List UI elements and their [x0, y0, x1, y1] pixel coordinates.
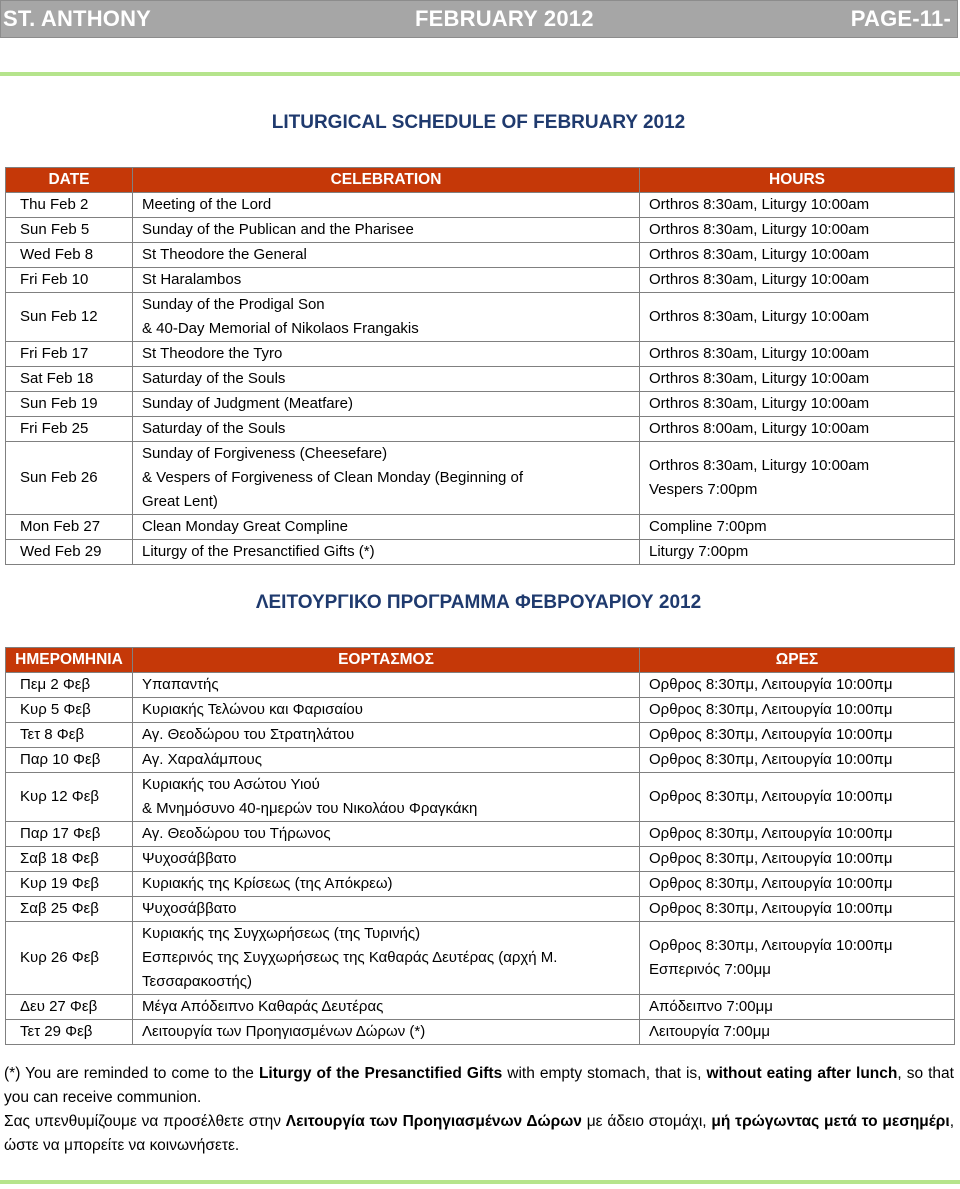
date-cell: Fri Feb 10 — [6, 268, 133, 293]
celebration-cell — [133, 922, 640, 995]
date-cell: Σαβ 25 Φεβ — [6, 897, 133, 922]
celebration-line: Sunday of the Prodigal Son — [142, 296, 325, 313]
celebration-line: Great Lent) — [142, 493, 218, 510]
table-row — [6, 748, 955, 773]
celebration-line: Saturday of the Souls — [142, 370, 286, 387]
table-row — [6, 243, 955, 268]
hours-line: Ορθρος 8:30πμ, Λειτουργία 10:00πμ — [649, 875, 893, 892]
celebration-line: Εσπερινός της Συγχωρήσεως της Καθαράς Δευτέρας (αρχή Μ. — [142, 949, 558, 966]
celebration-line: & 40-Day Memorial of Nikolaos Frangakis — [142, 320, 419, 337]
hours-line: Εσπερινός 7:00μμ — [649, 961, 771, 978]
table-row — [6, 293, 955, 342]
date-cell: Κυρ 5 Φεβ — [6, 698, 133, 723]
celebration-line: Ψυχοσάββατο — [142, 850, 237, 867]
celebration-cell — [133, 540, 640, 565]
hours-line: Orthros 8:30am, Liturgy 10:00am — [649, 345, 870, 362]
celebration-line: & Μνημόσυνο 40-ημερών του Νικολάου Φραγκάκη — [142, 800, 478, 817]
english-fasting-note — [4, 1062, 954, 1110]
hours-cell — [640, 773, 955, 822]
note-segment: with empty stomach, that is, — [502, 1065, 707, 1082]
table-row — [6, 698, 955, 723]
hours-line: Orthros 8:30am, Liturgy 10:00am — [649, 221, 870, 238]
note-segment: , ώστε να μπορείτε να κοινωνήσετε. — [4, 1113, 954, 1154]
table-header-row — [6, 168, 955, 193]
celebration-line: Τεσσαρακοστής) — [142, 973, 253, 990]
date-cell: Fri Feb 25 — [6, 417, 133, 442]
celebration-line: Αγ. Θεοδώρου του Τήρωνος — [142, 825, 331, 842]
celebration-cell — [133, 392, 640, 417]
hours-cell — [640, 897, 955, 922]
hours-line: Liturgy 7:00pm — [649, 543, 749, 560]
hours-line: Orthros 8:30am, Liturgy 10:00am — [649, 246, 870, 263]
celebration-cell — [133, 822, 640, 847]
date-cell: Sun Feb 26 — [6, 442, 133, 515]
date-cell: Παρ 10 Φεβ — [6, 748, 133, 773]
hours-line: Vespers 7:00pm — [649, 481, 758, 498]
table-row — [6, 540, 955, 565]
table-row — [6, 922, 955, 995]
date-cell: Σαβ 18 Φεβ — [6, 847, 133, 872]
date-cell: Τετ 29 Φεβ — [6, 1020, 133, 1045]
table-row — [6, 392, 955, 417]
date-cell: Sat Feb 18 — [6, 367, 133, 392]
table-row — [6, 872, 955, 897]
hours-cell — [640, 723, 955, 748]
celebration-line: Κυριακής Τελώνου και Φαρισαίου — [142, 701, 363, 718]
hours-cell — [640, 872, 955, 897]
table-row — [6, 417, 955, 442]
date-cell: Mon Feb 27 — [6, 515, 133, 540]
note-segment: Liturgy of the Presanctified Gifts — [258, 1065, 503, 1082]
hours-line: Orthros 8:30am, Liturgy 10:00am — [649, 196, 870, 213]
hours-cell — [640, 293, 955, 342]
header-page-number: PAGE-11- — [850, 6, 951, 31]
table-header-row — [6, 648, 955, 673]
celebration-cell — [133, 773, 640, 822]
hours-line: Orthros 8:30am, Liturgy 10:00am — [649, 395, 870, 412]
celebration-cell — [133, 442, 640, 515]
hours-cell — [640, 268, 955, 293]
celebration-cell — [133, 243, 640, 268]
hours-cell — [640, 342, 955, 367]
english-schedule-body — [6, 193, 955, 565]
table-row — [6, 515, 955, 540]
celebration-line: Κυριακής της Συγχωρήσεως (της Τυρινής) — [142, 925, 421, 942]
bottom-divider — [0, 1180, 960, 1184]
celebration-cell — [133, 897, 640, 922]
header-parish-name: ST. ANTHONY — [3, 6, 152, 31]
table-row — [6, 673, 955, 698]
table-row — [6, 773, 955, 822]
hours-line: Ορθρος 8:30πμ, Λειτουργία 10:00πμ — [649, 937, 893, 954]
hours-line: Compline 7:00pm — [649, 518, 767, 535]
celebration-cell — [133, 847, 640, 872]
column-header-date: DATE — [6, 168, 133, 193]
table-row — [6, 1020, 955, 1045]
hours-line: Ορθρος 8:30πμ, Λειτουργία 10:00πμ — [649, 788, 893, 805]
celebration-cell — [133, 193, 640, 218]
date-cell: Sun Feb 12 — [6, 293, 133, 342]
column-header-celebration: CELEBRATION — [133, 168, 640, 193]
celebration-cell — [133, 293, 640, 342]
hours-cell — [640, 673, 955, 698]
table-row — [6, 723, 955, 748]
celebration-line: Αγ. Χαραλάμπους — [142, 751, 262, 768]
column-header-celebration: ΕΟΡΤΑΣΜΟΣ — [133, 648, 640, 673]
table-row — [6, 442, 955, 515]
date-cell: Παρ 17 Φεβ — [6, 822, 133, 847]
celebration-line: Meeting of the Lord — [142, 196, 272, 213]
celebration-line: Κυριακής του Ασώτου Υιού — [142, 776, 320, 793]
table-row — [6, 218, 955, 243]
hours-cell — [640, 748, 955, 773]
celebration-cell — [133, 1020, 640, 1045]
table-row — [6, 847, 955, 872]
hours-cell — [640, 822, 955, 847]
celebration-line: Sunday of Forgiveness (Cheesefare) — [142, 445, 388, 462]
celebration-cell — [133, 218, 640, 243]
hours-cell — [640, 218, 955, 243]
hours-cell — [640, 540, 955, 565]
note-segment: Λειτουργία των Προηγιασμένων Δώρων — [285, 1113, 582, 1130]
date-cell: Δευ 27 Φεβ — [6, 995, 133, 1020]
hours-cell — [640, 995, 955, 1020]
date-cell: Fri Feb 17 — [6, 342, 133, 367]
column-header-date: ΗΜΕΡΟΜΗΝΙΑ — [6, 648, 133, 673]
celebration-cell — [133, 698, 640, 723]
celebration-cell — [133, 367, 640, 392]
celebration-line: Liturgy of the Presanctified Gifts (*) — [142, 543, 375, 560]
table-row — [6, 268, 955, 293]
hours-cell — [640, 193, 955, 218]
celebration-line: St Theodore the General — [142, 246, 307, 263]
table-row — [6, 822, 955, 847]
celebration-line: Saturday of the Souls — [142, 420, 286, 437]
date-cell: Κυρ 19 Φεβ — [6, 872, 133, 897]
greek-schedule-title: ΛΕΙΤΟΥΡΓΙΚΟ ΠΡΟΓΡΑΜΜΑ ΦΕΒΡΟΥΑΡΙΟΥ 2012 — [255, 592, 702, 613]
date-cell: Wed Feb 29 — [6, 540, 133, 565]
note-segment: (*) You are reminded to come to the — [4, 1065, 259, 1082]
hours-cell — [640, 367, 955, 392]
celebration-cell — [133, 748, 640, 773]
date-cell: Κυρ 26 Φεβ — [6, 922, 133, 995]
date-cell: Sun Feb 19 — [6, 392, 133, 417]
hours-line: Orthros 8:30am, Liturgy 10:00am — [649, 457, 870, 474]
table-row — [6, 995, 955, 1020]
header-month: FEBRUARY 2012 — [415, 6, 594, 31]
date-cell: Wed Feb 8 — [6, 243, 133, 268]
hours-line: Ορθρος 8:30πμ, Λειτουργία 10:00πμ — [649, 825, 893, 842]
date-cell: Thu Feb 2 — [6, 193, 133, 218]
celebration-cell — [133, 342, 640, 367]
note-segment: , so that you can receive communion. — [4, 1065, 954, 1106]
celebration-cell — [133, 723, 640, 748]
celebration-line: St Theodore the Tyro — [142, 345, 283, 362]
celebration-line: Clean Monday Great Compline — [142, 518, 348, 535]
hours-line: Ορθρος 8:30πμ, Λειτουργία 10:00πμ — [649, 751, 893, 768]
english-schedule-table — [5, 167, 955, 565]
top-divider — [0, 72, 960, 76]
hours-line: Λειτουργία 7:00μμ — [649, 1023, 770, 1040]
celebration-line: Sunday of the Publican and the Pharisee — [142, 221, 414, 238]
celebration-cell — [133, 417, 640, 442]
celebration-line: Sunday of Judgment (Meatfare) — [142, 395, 353, 412]
hours-line: Orthros 8:00am, Liturgy 10:00am — [649, 420, 870, 437]
hours-line: Ορθρος 8:30πμ, Λειτουργία 10:00πμ — [649, 701, 893, 718]
hours-line: Orthros 8:30am, Liturgy 10:00am — [649, 308, 870, 325]
date-cell: Τετ 8 Φεβ — [6, 723, 133, 748]
column-header-hours: HOURS — [640, 168, 955, 193]
celebration-cell — [133, 872, 640, 897]
hours-cell — [640, 515, 955, 540]
celebration-line: Ψυχοσάββατο — [142, 900, 237, 917]
greek-fasting-note — [4, 1110, 954, 1158]
column-header-hours: ΩΡΕΣ — [640, 648, 955, 673]
date-cell: Sun Feb 5 — [6, 218, 133, 243]
celebration-line: Κυριακής της Κρίσεως (της Απόκρεω) — [142, 875, 393, 892]
hours-cell — [640, 243, 955, 268]
note-segment: without eating after lunch — [706, 1065, 898, 1082]
celebration-line: Λειτουργία των Προηγιασμένων Δώρων (*) — [142, 1023, 426, 1040]
hours-line: Ορθρος 8:30πμ, Λειτουργία 10:00πμ — [649, 850, 893, 867]
greek-schedule-body — [6, 673, 955, 1045]
hours-cell — [640, 922, 955, 995]
greek-schedule-table — [5, 647, 955, 1045]
table-row — [6, 193, 955, 218]
hours-line: Ορθρος 8:30πμ, Λειτουργία 10:00πμ — [649, 676, 893, 693]
note-segment: με άδειο στομάχι, — [581, 1113, 712, 1130]
celebration-cell — [133, 995, 640, 1020]
celebration-line: Υπαπαντής — [142, 676, 219, 693]
hours-line: Orthros 8:30am, Liturgy 10:00am — [649, 370, 870, 387]
hours-line: Orthros 8:30am, Liturgy 10:00am — [649, 271, 870, 288]
date-cell: Κυρ 12 Φεβ — [6, 773, 133, 822]
table-row — [6, 897, 955, 922]
hours-cell — [640, 847, 955, 872]
hours-cell — [640, 417, 955, 442]
hours-line: Απόδειπνο 7:00μμ — [649, 998, 773, 1015]
hours-line: Ορθρος 8:30πμ, Λειτουργία 10:00πμ — [649, 900, 893, 917]
note-segment: Σας υπενθυμίζουμε να προσέλθετε στην — [4, 1113, 286, 1130]
page-header — [0, 0, 958, 38]
note-segment: μή τρώγωντας μετά το μεσημέρι — [711, 1113, 950, 1130]
hours-line: Ορθρος 8:30πμ, Λειτουργία 10:00πμ — [649, 726, 893, 743]
hours-cell — [640, 442, 955, 515]
table-row — [6, 342, 955, 367]
date-cell: Πεμ 2 Φεβ — [6, 673, 133, 698]
hours-cell — [640, 698, 955, 723]
english-schedule-title: LITURGICAL SCHEDULE OF FEBRUARY 2012 — [271, 112, 686, 133]
celebration-cell — [133, 268, 640, 293]
celebration-line: & Vespers of Forgiveness of Clean Monday (Beginning of — [142, 469, 524, 486]
hours-cell — [640, 392, 955, 417]
celebration-cell — [133, 673, 640, 698]
celebration-cell — [133, 515, 640, 540]
celebration-line: Μέγα Απόδειπνο Καθαράς Δευτέρας — [142, 998, 384, 1015]
hours-cell — [640, 1020, 955, 1045]
table-row — [6, 367, 955, 392]
celebration-line: Αγ. Θεοδώρου του Στρατηλάτου — [142, 726, 355, 743]
celebration-line: St Haralambos — [142, 271, 242, 288]
